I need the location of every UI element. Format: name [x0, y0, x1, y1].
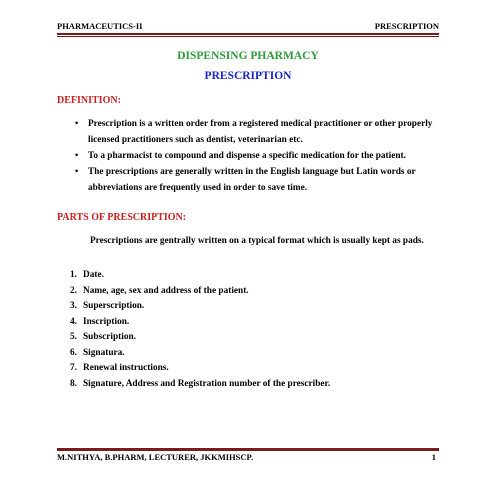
- footer-divider: [57, 447, 439, 451]
- list-item-text: The prescriptions are generally written in the English language but Latin words or abbreviations are frequently used in order to save time.: [88, 167, 416, 193]
- list-item-number: 7.: [70, 363, 77, 373]
- list-item-text: Signatura.: [83, 347, 125, 358]
- parts-intro-paragraph: Prescriptions are gentrally written on a typical format which is usually kept as pads.: [90, 236, 424, 246]
- list-item-number: 6.: [70, 347, 77, 358]
- list-item-text: Name, age, sex and address of the patient.: [83, 285, 249, 296]
- list-item: [57, 346, 439, 362]
- parts-heading: PARTS OF PRESCRIPTION:: [57, 212, 187, 223]
- list-item-number: 3.: [70, 301, 77, 311]
- page-footer: [57, 452, 439, 464]
- page-subtitle: PRESCRIPTION: [204, 70, 292, 82]
- list-item-number: 1.: [70, 270, 77, 280]
- list-item: [57, 148, 439, 164]
- document-page: [57, 18, 439, 470]
- definition-heading: DEFINITION:: [57, 95, 121, 106]
- list-item: [57, 284, 439, 300]
- definition-list: [57, 116, 439, 196]
- list-item: [57, 164, 439, 196]
- list-item: [57, 315, 439, 331]
- list-item-text: Subscription.: [83, 332, 136, 342]
- list-item-text: Prescription is a written order from a registered medical practitioner or other properly licensed practitioners such as dentist, veterinarian etc.: [88, 119, 433, 145]
- list-item: [57, 330, 439, 346]
- header-subject: PHARMACEUTICS-II: [57, 21, 143, 31]
- parts-list: [57, 268, 439, 392]
- list-item-text: Superscription.: [83, 301, 145, 311]
- list-item: [57, 361, 439, 377]
- page-number: 1: [431, 452, 436, 462]
- bullet-icon: •: [75, 119, 79, 129]
- page-title: DISPENSING PHARMACY: [177, 50, 319, 62]
- bullet-icon: •: [75, 167, 79, 177]
- list-item-text: Date.: [83, 270, 104, 280]
- list-item: [57, 299, 439, 315]
- list-item-text: To a pharmacist to compound and dispense a specific medication for the patient.: [88, 151, 406, 161]
- list-item-text: Renewal instructions.: [83, 363, 169, 373]
- list-item-number: 4.: [70, 316, 77, 327]
- bullet-icon: •: [75, 151, 79, 161]
- list-item-text: Signature, Address and Registration number of the prescriber.: [83, 378, 331, 389]
- list-item-number: 5.: [70, 332, 77, 342]
- list-item-number: 2.: [70, 285, 77, 296]
- list-item: [57, 116, 439, 148]
- list-item: [57, 268, 439, 284]
- list-item: [57, 377, 439, 393]
- header-topic: PRESCRIPTION: [374, 21, 439, 31]
- list-item-number: 8.: [70, 378, 77, 389]
- list-item-text: Inscription.: [83, 316, 130, 327]
- header-divider: [57, 33, 439, 37]
- page-header: [57, 21, 439, 33]
- footer-author: M.NITHYA, B.PHARM, LECTURER, JKKMIHSCP.: [57, 452, 254, 462]
